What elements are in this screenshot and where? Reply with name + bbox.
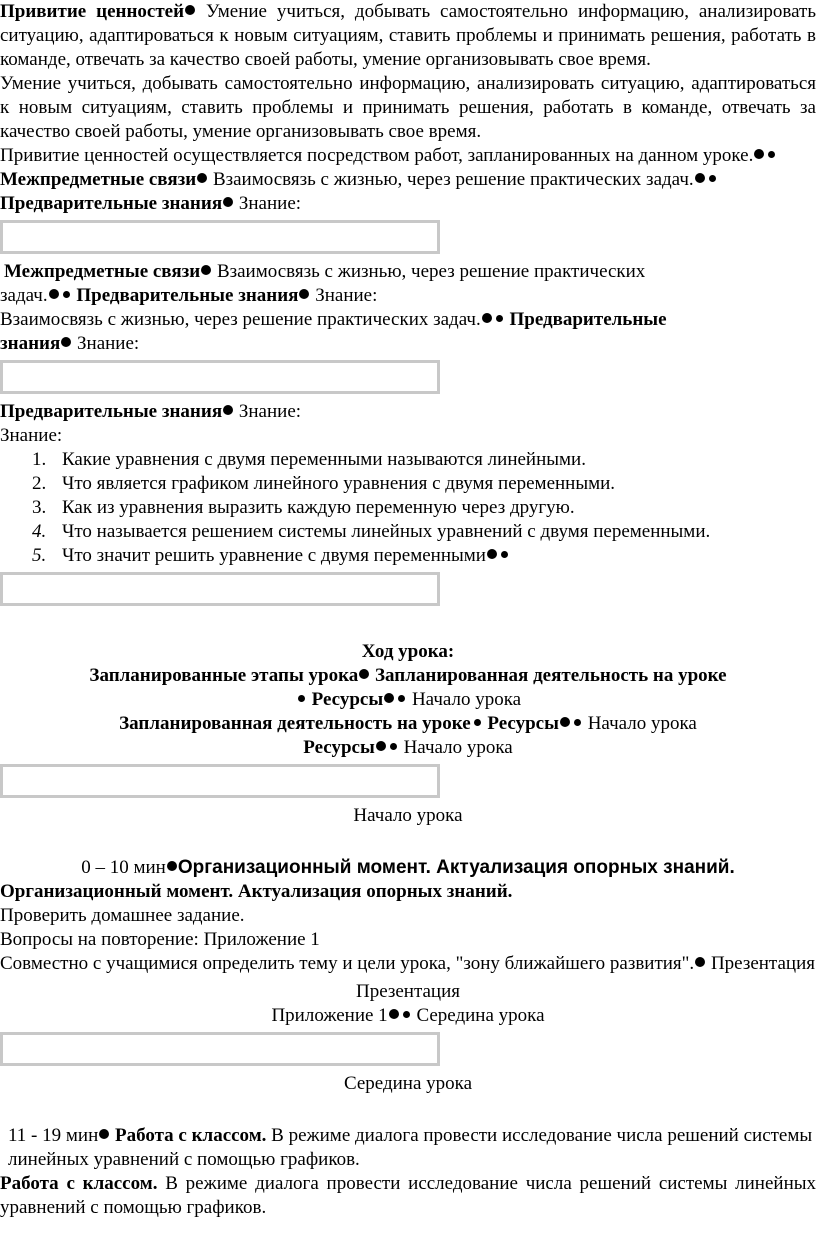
placeholder-box — [0, 764, 440, 798]
stage2-time: 11 - 19 мин — [8, 1125, 99, 1146]
knowledge-label: Знание: — [238, 193, 302, 214]
stage1-line3-paragraph — [0, 952, 816, 976]
bullet-icon — [63, 291, 70, 298]
inter-label: Межпредметные связи — [0, 169, 197, 190]
lesson-heading: Ход урока: — [361, 641, 455, 662]
lesson-activity-line — [0, 712, 816, 736]
lesson-resources-line — [0, 688, 816, 712]
stage1-line3: Совместно с учащимися определить тему и цели урока, "зону ближайшего развития". — [0, 953, 695, 974]
bullet-icon — [384, 693, 394, 703]
placeholder-box — [0, 1032, 440, 1066]
bullet-icon — [709, 175, 716, 182]
middle-caption: Середина урока — [343, 1073, 473, 1094]
middle-label: Середина урока — [416, 1005, 545, 1026]
list-item — [32, 496, 816, 520]
list-item — [32, 448, 816, 472]
stage2-title: Работа с классом. — [114, 1125, 267, 1146]
relation-text: Взаимосвязь с жизнью, через решение практических задач. — [0, 309, 481, 330]
lesson-resources-line-2 — [0, 736, 816, 760]
stage1-title-2: Организационный момент. Актуализация опорных знаний. — [0, 881, 513, 902]
item-text: Что называется решением системы линейных уравнений с двумя переменными. — [62, 521, 711, 542]
bullet-icon — [359, 669, 369, 679]
placeholder-box — [0, 220, 440, 254]
prior-label: Предварительные знания — [0, 193, 223, 214]
stage1-title: Организационный момент. Актуализация опорных знаний. — [177, 857, 735, 878]
item-number: 3. — [32, 497, 47, 518]
bullet-icon — [299, 289, 309, 299]
knowledge-label: Знание: — [238, 401, 302, 422]
bullet-icon — [482, 313, 492, 323]
inter-paragraph-cont — [0, 284, 816, 308]
bullet-icon — [560, 717, 570, 727]
activity-label: Запланированная деятельность на уроке — [119, 713, 471, 734]
stage2-text: В режиме диалога провести исследование числа решений системы линейных уравнений с помощью графиков. — [8, 1125, 813, 1170]
bullet-icon — [487, 549, 497, 559]
bullet-icon — [403, 1011, 410, 1018]
bullet-icon — [99, 1129, 109, 1139]
bullet-icon — [695, 957, 705, 967]
list-item — [32, 472, 816, 496]
bullet-icon — [223, 405, 233, 415]
bullet-icon — [223, 197, 233, 207]
appendix-label: Приложение 1 — [271, 1005, 388, 1026]
item-text: Что является графиком линейного уравнения с двумя переменными. — [62, 473, 616, 494]
inter-label: Межпредметные связи — [4, 261, 201, 282]
resources-label: Ресурсы — [487, 713, 559, 734]
stage2-paragraph — [0, 1172, 816, 1220]
bullet-icon — [61, 337, 71, 347]
item-number: 5. — [32, 545, 47, 566]
bullet-icon — [501, 551, 508, 558]
lesson-columns-line — [0, 664, 816, 688]
values-paragraph — [0, 0, 816, 72]
prior-label: Предварительные знания — [0, 401, 223, 422]
stage2-text-2: В режиме диалога провести исследование числа решений системы линейных уравнений с помощью графиков. — [0, 1173, 816, 1218]
start-label: Начало урока — [403, 737, 513, 758]
stage2-heading — [0, 1124, 816, 1172]
bullet-icon — [398, 695, 405, 702]
start-caption: Начало урока — [353, 805, 463, 826]
stage1-time: 0 – 10 мин — [81, 857, 166, 878]
start-label: Начало урока — [587, 713, 697, 734]
bullet-icon — [574, 719, 581, 726]
item-number: 4. — [32, 521, 47, 542]
bullet-icon — [167, 861, 177, 871]
prior-label: Предварительные знания — [76, 285, 299, 306]
prior-label-b: знания — [0, 333, 61, 354]
knowledge-label: Знание: — [315, 285, 378, 306]
placeholder-box — [0, 572, 440, 606]
item-number: 2. — [32, 473, 47, 494]
bullet-icon — [496, 315, 503, 322]
inter-text-cont: задач. — [0, 285, 48, 306]
resources-label: Ресурсы — [303, 737, 375, 758]
stages-label: Запланированные этапы урока — [89, 665, 359, 686]
bullet-icon — [768, 151, 775, 158]
item-text: Как из уравнения выразить каждую переменную через другую. — [62, 497, 575, 518]
inter-text: Взаимосвязь с жизнью, через решение практических — [216, 261, 646, 282]
item-text: Что значит решить уравнение с двумя переменными — [62, 545, 486, 566]
stage1-line2: Вопросы на повторение: Приложение 1 — [0, 929, 320, 950]
relation-paragraph — [0, 308, 816, 332]
stage2-title-2: Работа с классом. — [0, 1173, 158, 1194]
bullet-icon — [754, 149, 764, 159]
values-implementation-text: Привитие ценностей осуществляется посредством работ, запланированных на данном уроке. — [0, 145, 754, 166]
prior-label-a: Предварительные — [509, 309, 667, 330]
activity-label: Запланированная деятельность на уроке — [375, 665, 727, 686]
questions-list — [0, 448, 816, 568]
list-item — [32, 544, 816, 568]
bullet-icon — [376, 741, 386, 751]
knowledge-label: Знание: — [77, 333, 140, 354]
item-text: Какие уравнения с двумя переменными называются линейными. — [62, 449, 586, 470]
bullet-icon — [197, 173, 207, 183]
presentation-label: Презентация — [710, 953, 815, 974]
list-item — [32, 520, 816, 544]
bullet-icon — [695, 173, 705, 183]
bullet-icon — [474, 719, 481, 726]
knowledge-heading: Знание: — [0, 425, 63, 446]
start-label: Начало урока — [411, 689, 522, 710]
appendix-line — [0, 1004, 816, 1028]
values-implementation-paragraph — [0, 144, 816, 216]
resources-label: Ресурсы — [311, 689, 384, 710]
item-number: 1. — [32, 449, 47, 470]
stage1-line1: Проверить домашнее задание. — [0, 905, 245, 926]
relation-paragraph-cont — [0, 332, 816, 356]
bullet-icon — [298, 695, 305, 702]
presentation-caption: Презентация — [355, 981, 461, 1002]
skills-paragraph: Умение учиться, добывать самостоятельно информацию, анализировать ситуацию, адаптироваться к новым ситуациям, ставить проблемы и принимать решения, работать в команде, отвечать за качество своей работы, умение организовывать свое время. — [0, 73, 816, 142]
bullet-icon — [49, 289, 59, 299]
inter-text: Взаимосвязь с жизнью, через решение практических задач. — [212, 169, 694, 190]
values-title: Привитие ценностей — [0, 1, 185, 22]
prior-paragraph — [0, 400, 816, 424]
stage1-heading — [0, 856, 816, 880]
bullet-icon — [389, 1009, 399, 1019]
values-text: Умение учиться, добывать самостоятельно информацию, анализировать ситуацию, адаптироваться к новым ситуациям, ставить проблемы и принимать решения, работать в команде, отвечать за качество своей работы, умение организовывать свое время. — [0, 1, 816, 70]
inter-paragraph — [0, 260, 816, 284]
bullet-icon — [201, 265, 211, 275]
placeholder-box — [0, 360, 440, 394]
bullet-icon — [185, 5, 195, 15]
bullet-icon — [390, 743, 397, 750]
